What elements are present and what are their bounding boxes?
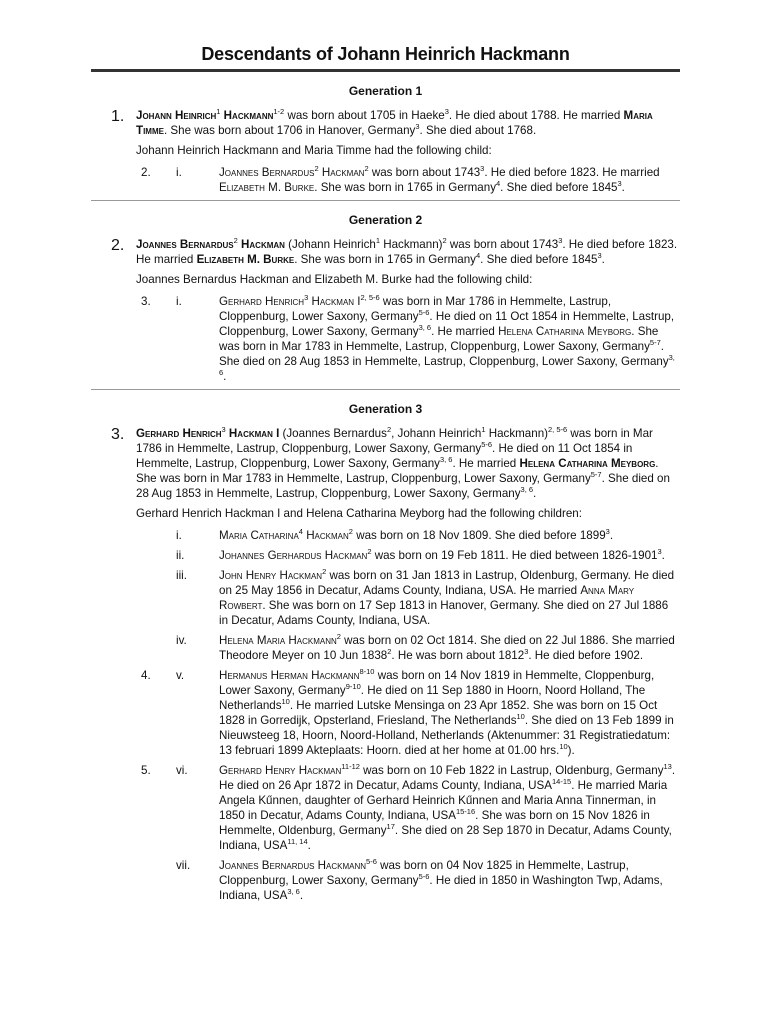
- child-roman: v.: [176, 669, 185, 682]
- person-entry: [91, 237, 680, 267]
- generation-heading: Generation 2: [348, 213, 423, 227]
- entry-text: Joannes Bernardus$^2$ Hackman (Johann Heinrich$^1$ Hackmann)$^2$ was born about 1743$^3$. He died before 1823. He married Elizabeth M. Burke. She was born in 1765 in Germany$^4$. She died before 1845$^3$.: [136, 236, 678, 266]
- child-roman: vii.: [176, 859, 191, 872]
- section-divider: [91, 389, 680, 390]
- child-number: 4.: [141, 669, 151, 682]
- children-intro: Joannes Bernardus Hackman and Elizabeth M. Burke had the following child:: [136, 273, 533, 286]
- document-page: [91, 44, 680, 908]
- child-roman: i.: [176, 529, 182, 542]
- child-entry: [91, 548, 680, 563]
- child-roman: i.: [176, 166, 182, 179]
- child-roman: ii.: [176, 549, 185, 562]
- child-entry: [91, 568, 680, 628]
- generation-heading: Generation 1: [348, 84, 423, 98]
- entry-text: Johann Heinrich$^1$ Hackmann$^{1-2}$ was born about 1705 in Haeke$^3$. He died about 1788. He married Maria Timme. She was born about 1706 in Hanover, Germany$^3$. She died about 1768.: [136, 107, 653, 137]
- child-roman: i.: [176, 295, 182, 308]
- child-text: Helena Maria Hackmann$^2$ was born on 02 Oct 1814. She died on 22 Jul 1886. She married Theodore Meyer on 10 Jun 1838$^2$. He was born about 1812$^3$. He died before 1902.: [219, 632, 675, 662]
- page-title: Descendants of Johann Heinrich Hackmann: [91, 44, 680, 72]
- entry-number: 3.: [111, 426, 125, 443]
- children-intro: Gerhard Henrich Hackman I and Helena Catharina Meyborg had the following children:: [136, 507, 582, 520]
- child-entry: [91, 763, 680, 853]
- generation-heading: Generation 3: [348, 402, 423, 416]
- person-entry: [91, 426, 680, 501]
- entry-number: 1.: [111, 108, 125, 125]
- child-entry: [91, 294, 680, 384]
- child-text: Hermanus Herman Hackmann$^{8-10}$ was born on 14 Nov 1819 in Hemmelte, Cloppenburg, Lower Saxony, Germany$^{9-10}$. He died on 11 Sep 1880 in Hoorn, Noord Holland, The Netherlands$^{10}$. He married Lutske Mensinga on 23 Apr 1852. She was born on 15 Oct 1828 in Gorredijk, Opsterland, Friesland, The Netherlands$^{10}$. She died on 13 Feb 1899 in Nieuwsteeg 18, Hoorn, Noord-Holland, Netherlands (Aktenummer: 31 Registratiedatum: 13 februari 1899 Akteplaats: Hoorn. died at her home at 01.00 hrs.$^{10}$).: [219, 667, 674, 757]
- entry-text: Gerhard Henrich$^3$ Hackman I (Joannes Bernardus$^2$, Johann Heinrich$^1$ Hackmann)$^{2, 5-6}$ was born in Mar 1786 in Hemmelte, Lastrup, Cloppenburg, Lower Saxony, Germany$^{5-6}$. He died on 11 Oct 1854 in Hemmelte, Lastrup, Cloppenburg, Lower Saxony, Germany$^{3, 6}$. He married Helena Catharina Meyborg. She was born in Mar 1783 in Hemmelte, Lastrup, Cloppenburg, Lower Saxony, Germany$^{5-7}$. She died on 28 Aug 1853 in Hemmelte, Lastrup, Cloppenburg, Lower Saxony, Germany$^{3, 6}$.: [136, 425, 670, 500]
- child-entry: [91, 858, 680, 903]
- section-divider: [91, 200, 680, 201]
- child-roman: iii.: [176, 569, 187, 582]
- child-number: 3.: [141, 295, 151, 308]
- entry-number: 2.: [111, 237, 125, 254]
- child-text: Maria Catharina$^4$ Hackman$^2$ was born on 18 Nov 1809. She died before 1899$^3$.: [219, 527, 614, 542]
- child-roman: vi.: [176, 764, 188, 777]
- child-text: John Henry Hackman$^2$ was born on 31 Jan 1813 in Lastrup, Oldenburg, Germany. He died on 25 May 1856 in Decatur, Adams County, Indiana, USA. He married Anna Mary Rowbert. She was born on 17 Sep 1813 in Hanover, Germany. She died on 27 Jul 1886 in Decatur, Adams County, Indiana, USA.: [219, 567, 675, 627]
- child-text: Joannes Bernardus Hackmann$^{5-6}$ was born on 04 Nov 1825 in Hemmelte, Lastrup, Cloppenburg, Lower Saxony, Germany$^{5-6}$. He died in 1850 in Washington Twp, Adams, Indiana, USA$^{3, 6}$.: [219, 857, 663, 902]
- children-intro: Johann Heinrich Hackmann and Maria Timme had the following child:: [136, 144, 492, 157]
- child-text: Joannes Bernardus$^2$ Hackman$^2$ was born about 1743$^3$. He died before 1823. He married Elizabeth M. Burke. She was born in 1765 in Germany$^4$. She died before 1845$^3$.: [219, 164, 660, 194]
- child-entry: [91, 528, 680, 543]
- child-number: 5.: [141, 764, 151, 777]
- child-text: Johannes Gerhardus Hackman$^2$ was born on 19 Feb 1811. He died between 1826-1901$^3$.: [219, 547, 665, 562]
- child-number: 2.: [141, 166, 151, 179]
- child-entry: [91, 165, 680, 195]
- child-entry: [91, 668, 680, 758]
- child-text: Gerhard Henrich$^3$ Hackman I$^{2, 5-6}$ was born in Mar 1786 in Hemmelte, Lastrup, Cloppenburg, Lower Saxony, Germany$^{5-6}$. He died on 11 Oct 1854 in Hemmelte, Lastrup, Cloppenburg, Lower Saxony, Germany$^{3, 6}$. He married Helena Catharina Meyborg. She was born in Mar 1783 in Hemmelte, Lastrup, Cloppenburg, Lower Saxony, Germany$^{5-7}$. She died on 28 Aug 1853 in Hemmelte, Lastrup, Cloppenburg, Lower Saxony, Germany$^{3, 6}$.: [219, 293, 675, 383]
- child-entry: [91, 633, 680, 663]
- child-roman: iv.: [176, 634, 187, 647]
- child-text: Gerhard Henry Hackman$^{11-12}$ was born on 10 Feb 1822 in Lastrup, Oldenburg, Germany$^{13}$. He died on 26 Apr 1872 in Decatur, Adams County, Indiana, USA$^{14-15}$. He married Maria Angela Kűnnen, daughter of Gerhard Heinrich Kűnnen and Maria Anna Tinnerman, in 1850 in Decatur, Adams County, Indiana, USA$^{15-16}$. She was born on 15 Nov 1826 in Hemmelte, Oldenburg, Germany$^{17}$. She died on 28 Sep 1870 in Decatur, Adams County, Indiana, USA$^{11, 14}$.: [219, 762, 676, 852]
- person-entry: [91, 108, 680, 138]
